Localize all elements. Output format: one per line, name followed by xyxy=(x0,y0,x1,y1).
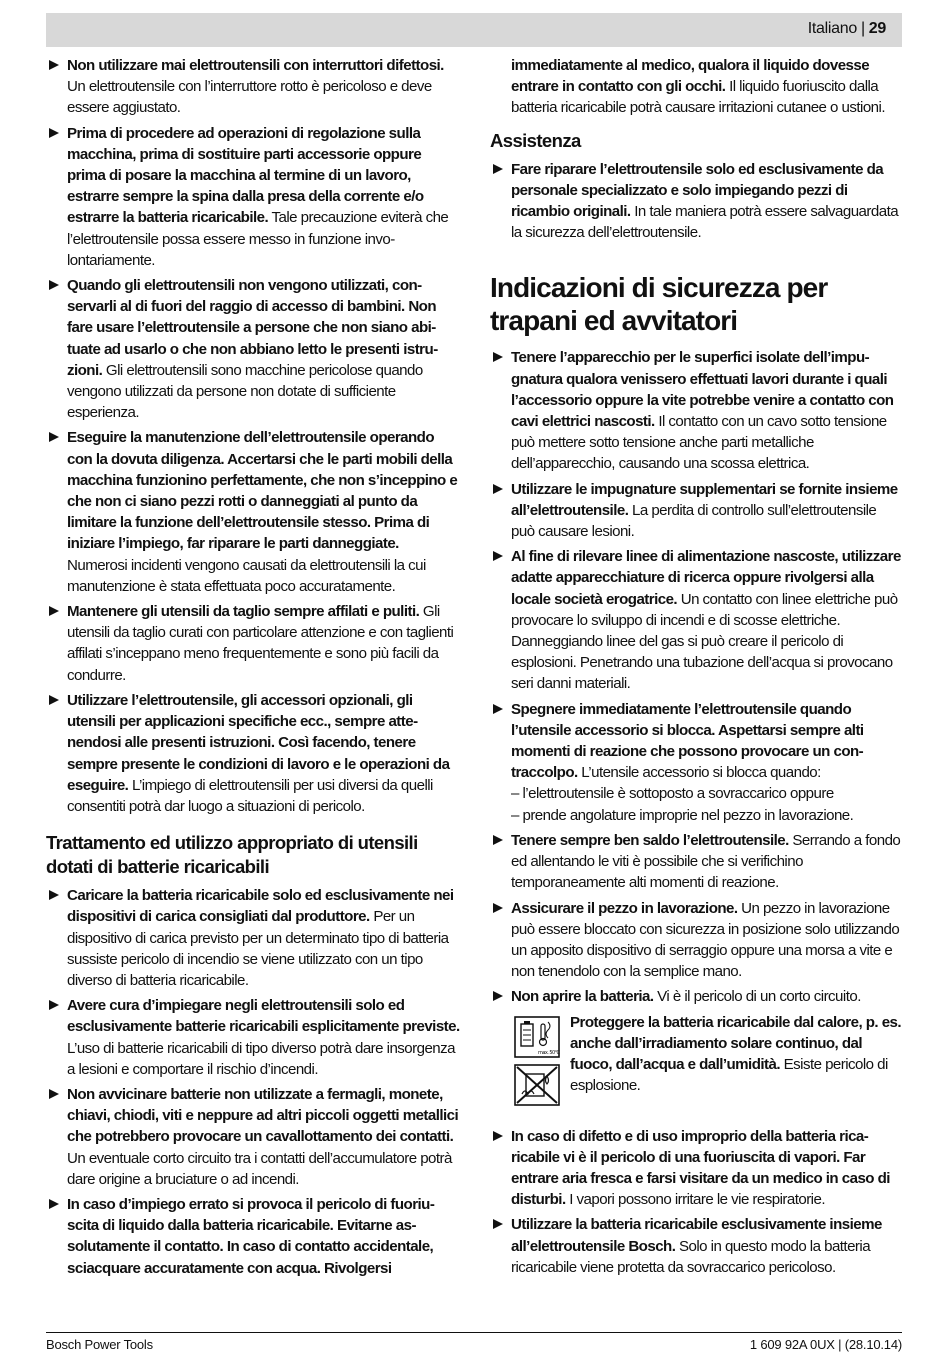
item-bold: In caso d’impiego errato si provoca il pericolo di fuoriuscita di liquido dalla batteria ricaricabile. Evitarne assolutamente il contatto. In caso di contatto accidentale, sciacquare accuratamente con acqua. Rivolgersi xyxy=(67,1195,435,1277)
no-water-fire-icon xyxy=(514,1064,560,1106)
item-text: Gli utensili da taglio curati con particolare attenzione e con taglienti affilati s’inceppano meno frequentemente e sono più facili da condurre. xyxy=(67,603,454,684)
left-safety-list xyxy=(46,55,460,817)
list-item xyxy=(490,986,902,1007)
item-text: Solo in questo modo la batteria ricaricabile viene protetta da sovraccarico pericoloso. xyxy=(511,1237,871,1276)
list-item xyxy=(490,159,902,244)
footer-brand: Bosch Power Tools xyxy=(46,1337,153,1352)
list-item xyxy=(46,690,460,817)
bullet-triangle-icon xyxy=(49,128,59,138)
list-item xyxy=(46,427,460,597)
heat-warning-text xyxy=(570,1012,902,1097)
list-item xyxy=(46,123,460,271)
item-text: Un eventuale corto circuito tra i contatti dell’accumulatore potrà dare origine a bruciature o ad incendi. xyxy=(67,1149,452,1188)
dash-item: – l’elettroutensile è sottoposto a sovraccarico oppure xyxy=(511,785,834,803)
heat-warning-icon xyxy=(514,1016,560,1058)
item-text: Numerosi incidenti vengono causati da elettroutensili la cui manutenzione è stata effettuata poco accuratamente. xyxy=(67,556,426,595)
item-text: Un pezzo in lavorazione può essere bloccato con sicurezza in posizione solo utilizzando un apposito dispositivo di serraggio oppure una morsa a vite e non tenendolo con la semplice mano. xyxy=(511,899,900,981)
item-text: In tale maniera potrà essere salvaguardata la sicurezza dell’elettroutensile. xyxy=(511,203,899,242)
list-item xyxy=(490,1214,902,1278)
list-item xyxy=(490,830,902,894)
bullet-triangle-icon xyxy=(493,1219,503,1229)
item-text: L’impiego di elettroutensili per usi diversi da quelli consentiti potrà dar luogo a situazioni di pericolo. xyxy=(67,776,433,815)
item-bold: Non avvicinare batterie non utilizzate a fermagli, monete, chiavi, chiodi, viti e neppure ad altri piccoli oggetti metallici che potrebbero provocare un cavallottamento dei contatti. xyxy=(67,1085,459,1146)
bullet-triangle-icon xyxy=(49,1089,59,1099)
list-item xyxy=(46,995,460,1080)
item-bold: Spegnere immediatamente l’elettroutensile quando l’utensile accessorio si blocca. Aspettarsi sempre alti momenti di reazione che possono provocare un contraccolpo. xyxy=(511,700,864,782)
bullet-triangle-icon xyxy=(49,695,59,705)
bullet-triangle-icon xyxy=(493,903,503,913)
bullet-triangle-icon xyxy=(49,606,59,616)
list-item xyxy=(46,1084,460,1190)
header-language: Italiano xyxy=(807,20,857,37)
service-heading: Assistenza xyxy=(490,129,581,151)
list-item xyxy=(490,546,902,694)
bullet-triangle-icon xyxy=(493,704,503,714)
left-column xyxy=(46,55,460,1283)
bullet-triangle-icon xyxy=(493,164,503,174)
item-text: L’uso di batterie ricaricabili di tipo diverso potrà dare insorgenza a lesioni e comportare il rischio d’incendi. xyxy=(67,1039,455,1078)
item-bold: immediatamente al medico, qualora il liquido dovesse entrare in contatto con gli occhi. xyxy=(511,57,870,96)
right-column xyxy=(490,55,902,1282)
item-text: L’utensile accessorio si blocca quando: xyxy=(577,764,821,782)
item-text: Gli elettroutensili sono macchine pericolose quando vengono utilizzati da persone non dotate di sufficiente esperienza. xyxy=(67,361,423,422)
bullet-triangle-icon xyxy=(49,1199,59,1209)
footer-docnumber: 1 609 92A 0UX | (28.10.14) xyxy=(749,1337,902,1352)
battery-safety-list xyxy=(46,885,460,1279)
item-bold: Tenere l’apparecchio per le superfici isolate dell’impugnatura qualora venissero effettuati lavori durante i quali l’accessorio oppure la vite potrebbe venire a contatto con cavi elettrici nascosti. xyxy=(511,349,894,431)
battery-section-heading: Trattamento ed utilizzo appropriato di utensili dotati di batterie ricaricabili xyxy=(46,832,418,878)
item-bold: Utilizzare la batteria ricaricabile esclusivamente insieme all’elettroutensile Bosch. xyxy=(511,1216,882,1255)
item-bold: Proteggere la batteria ricaricabile dal calore, p. es. anche dall’irradiamento solare continuo, dal fuoco, dall’acqua e dall’umidità. xyxy=(570,1013,902,1073)
bullet-triangle-icon xyxy=(493,551,503,561)
bullet-triangle-icon xyxy=(49,1000,59,1010)
list-item xyxy=(490,479,902,543)
item-bold: Utilizzare l’elettroutensile, gli accessori opzionali, gli utensili per applicazioni specifiche ecc., sempre attenendosi alle presenti istruzioni. Così facendo, tenere sempre presente le condizioni di lavoro e le operazioni da eseguire. xyxy=(67,691,450,794)
list-item xyxy=(46,601,460,686)
bullet-triangle-icon xyxy=(493,1131,503,1141)
item-text: Un contatto con linee elettriche può provocare lo sviluppo di incendi e di scosse elettriche. Danneggiando linee del gas si può creare il pericolo di esplosioni. Penetrando una tubazione dell’acqua si provocano seri danni materiali. xyxy=(511,590,898,693)
service-list xyxy=(490,159,902,244)
item-bold: Non utilizzare mai elettroutensili con interruttori difettosi. xyxy=(67,57,444,74)
list-item xyxy=(490,699,902,826)
list-item xyxy=(490,347,902,474)
footer-rule xyxy=(46,1332,902,1333)
item-bold: Al fine di rilevare linee di alimentazione nascoste, utilizzare adatte apparecchiature di ricerca oppure rivolgersi alla locale società erogatrice. xyxy=(511,548,901,608)
drill-safety-list-2 xyxy=(490,830,902,1008)
item-text: Esiste pericolo di esplosione. xyxy=(570,1055,888,1095)
bullet-triangle-icon xyxy=(49,890,59,900)
list-item xyxy=(490,1126,902,1211)
item-bold: Quando gli elettroutensili non vengono utilizzati, conservarli al di fuori del raggio di accesso di bambini. Non fare usare l’elettroutensile a persone che non siano abituate ad usarlo o che non abbiano letto le presenti istruzioni. xyxy=(67,277,439,379)
item-bold: Non aprire la batteria. xyxy=(511,988,654,1006)
item-text: La perdita di controllo sull’elettroutensile può causare lesioni. xyxy=(511,501,877,541)
continued-item xyxy=(490,55,902,119)
list-item xyxy=(46,55,460,119)
item-text: Per un dispositivo di carica previsto per un determinato tipo di batteria sussiste pericolo di incendio se viene utilizzato con un tipo diverso di batteria ricaricabile. xyxy=(67,908,449,989)
item-bold: Avere cura d’impiegare negli elettroutensili solo ed esclusivamente batterie ricaricabili esplicitamente previste. xyxy=(67,997,460,1036)
drill-safety-list xyxy=(490,347,902,694)
drill-safety-heading: Indicazioni di sicurezza per trapani ed avvitatori xyxy=(490,272,828,337)
bullet-triangle-icon xyxy=(49,280,59,290)
item-bold: Caricare la batteria ricaricabile solo ed esclusivamente nei dispositivi di carica consigliati dal produttore. xyxy=(67,887,454,926)
list-item xyxy=(46,885,460,991)
item-bold: Eseguire la manutenzione dell’elettroutensile operando con la dovuta diligenza. Accertarsi che le parti mobili della macchina funzionino perfettamente, che non s’inceppino e che non ci siano pezzi rotti o danneggiati al punto da limitare la funzione dell’elettroutensile stesso. Prima di iniziare l’impiego, far riparare le parti danneggiate. xyxy=(67,429,458,553)
item-text: Il contatto con un cavo sotto tensione può mettere sotto tensione anche parti metalliche dell’apparecchio, causando una scossa elettrica. xyxy=(511,413,887,473)
list-item xyxy=(46,275,460,423)
header-text: Italiano | 29 xyxy=(807,20,886,37)
item-bold: Mantenere gli utensili da taglio sempre affilati e puliti. xyxy=(67,603,420,621)
bullet-triangle-icon xyxy=(49,60,59,70)
bullet-triangle-icon xyxy=(493,991,503,1001)
item-bold: Fare riparare l’elettroutensile solo ed esclusivamente da personale specializzato e solo impiegando pezzi di ricambio originali. xyxy=(511,160,884,221)
item-text: Vi è il pericolo di un corto circuito. xyxy=(653,988,861,1006)
list-item xyxy=(490,898,902,983)
item-text: Serrando a fondo ed allentando le viti è possibile che si verifichino temporaneamente alti momenti di reazione. xyxy=(511,831,901,892)
page-number: 29 xyxy=(868,20,886,37)
item-text: Tale precauzione eviterà che l’elettroutensile possa essere messo in funzione involontariamente. xyxy=(67,209,449,269)
item-bold: Prima di procedere ad operazioni di regolazione sulla macchina, prima di sostituire parti accessorie oppure prima di posare la macchina al termine di un lavoro, estrarre sempre la spina dalla presa della corrente e/o estrarre la batteria ricaricabile. xyxy=(67,124,424,227)
item-bold: In caso di difetto e di uso improprio della batteria ricaricabile vi è il pericolo di una fuoriuscita di vapori. Far entrare aria fresca e farsi visitare da un medico in caso di disturbi. xyxy=(511,1127,890,1209)
icon-label: max. 50°C xyxy=(538,1049,560,1056)
item-text: I vapori possono irritare le vie respiratorie. xyxy=(565,1191,825,1209)
bullet-triangle-icon xyxy=(493,835,503,845)
bullet-triangle-icon xyxy=(493,352,503,362)
list-item xyxy=(46,1194,460,1279)
heat-warning-block xyxy=(490,1012,902,1098)
item-text: Un elettroutensile con l’interruttore rotto è pericoloso e deve essere aggiustato. xyxy=(67,78,432,117)
battery-vapour-list xyxy=(490,1126,902,1278)
item-bold: Assicurare il pezzo in lavorazione. xyxy=(511,899,738,917)
item-bold: Tenere sempre ben saldo l’elettroutensile. xyxy=(511,831,789,849)
bullet-triangle-icon xyxy=(49,432,59,442)
item-bold: Utilizzare le impugnature supplementari se fornite insieme all’elettroutensile. xyxy=(511,480,898,519)
bullet-triangle-icon xyxy=(493,484,503,494)
dash-item: – prende angolature improprie nel pezzo in lavorazione. xyxy=(511,806,854,824)
item-text: Il liquido fuoriuscito dalla batteria ricaricabile potrà causare irritazioni cutanee o ustioni. xyxy=(511,78,885,117)
page-header xyxy=(46,13,902,47)
